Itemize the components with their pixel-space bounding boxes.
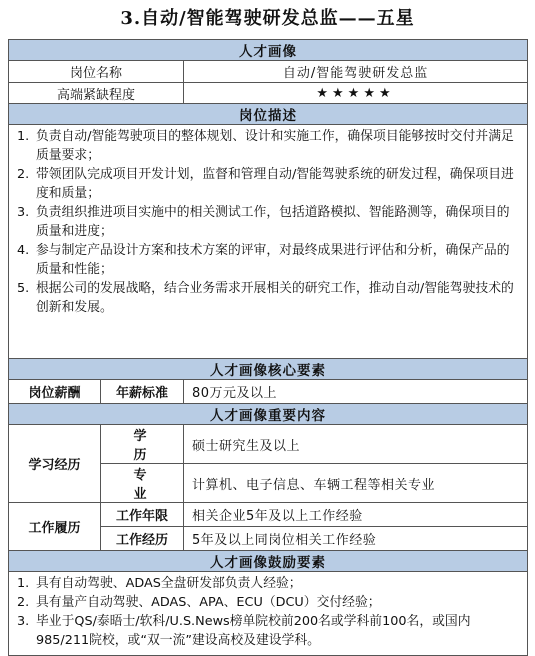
salary-label: 岗位薪酬 (9, 380, 101, 404)
encourage-header: 人才画像鼓励要素 (9, 551, 528, 572)
list-item-text: 参与制定产品设计方案和技术方案的评审，对最终成果进行评估和分析，确保产品的质量和性能； (36, 243, 510, 277)
list-item-number: 4. (17, 243, 30, 258)
major-value: 计算机、电子信息、车辆工程等相关专业 (184, 464, 528, 503)
education-group-label: 学习经历 (9, 425, 101, 503)
annual-salary-value: 80万元及以上 (184, 380, 528, 404)
list-item-text: 负责组织推进项目实施中的相关测试工作，包括道路模拟、智能路测等，确保项目的质量和进度； (36, 205, 510, 239)
document-title: 3.自动/智能驾驶研发总监——五星 (120, 8, 415, 29)
position-name-value: 自动/智能驾驶研发总监 (184, 61, 528, 83)
list-item-number: 3. (17, 205, 30, 220)
degree-label: 学 历 (101, 425, 184, 464)
list-item (17, 165, 521, 203)
list-item-text: 具有量产自动驾驶、ADAS、APA、ECU（DCU）交付经验； (36, 595, 381, 610)
list-item (17, 593, 521, 612)
list-item (17, 279, 521, 317)
degree-value: 硕士研究生及以上 (184, 425, 528, 464)
list-item-text: 根据公司的发展战略，结合业务需求开展相关的研究工作，推动自动/智能驾驶技术的创新和发展。 (36, 281, 514, 315)
work-experience-value: 5年及以上同岗位相关工作经验 (184, 527, 528, 551)
list-item (17, 127, 521, 165)
list-item-text: 带领团队完成项目开发计划，监督和管理自动/智能驾驶系统的研发过程，确保项目进度和质量； (36, 167, 514, 201)
scarcity-label: 高端紧缺程度 (9, 83, 184, 104)
work-experience-label: 工作经历 (101, 527, 184, 551)
list-item (17, 612, 521, 650)
list-item (17, 574, 521, 593)
list-item (17, 203, 521, 241)
list-item-number: 5. (17, 281, 30, 296)
description-list (17, 127, 521, 317)
list-item-number: 2. (17, 167, 30, 182)
major-label: 专 业 (101, 464, 184, 503)
work-years-label: 工作年限 (101, 503, 184, 527)
list-item-text: 具有自动驾驶、ADAS全盘研发部负责人经验； (36, 576, 302, 591)
list-item (17, 241, 521, 279)
work-years-value: 相关企业5年及以上工作经验 (184, 503, 528, 527)
profile-header: 人才画像 (9, 40, 528, 61)
description-header: 岗位描述 (9, 104, 528, 125)
description-body (9, 125, 528, 359)
list-item-text: 负责自动/智能驾驶项目的整体规划、设计和实施工作，确保项目能够按时交付并满足质量要求； (36, 129, 514, 163)
encourage-body (9, 572, 528, 656)
list-item-number: 1. (17, 129, 30, 144)
important-header: 人才画像重要内容 (9, 404, 528, 425)
list-item-text: 毕业于QS/泰晤士/软科/U.S.News榜单院校前200名或学科前100名，或国内985/211院校，或“双一流”建设高校及建设学科。 (36, 614, 471, 648)
scarcity-stars: ★★★★★ (184, 83, 528, 104)
work-group-label: 工作履历 (9, 503, 101, 551)
position-name-label: 岗位名称 (9, 61, 184, 83)
list-item-number: 3. (17, 614, 30, 629)
talent-profile-table (8, 39, 528, 656)
annual-salary-label: 年薪标准 (101, 380, 184, 404)
list-item-number: 2. (17, 595, 30, 610)
core-header: 人才画像核心要素 (9, 359, 528, 380)
list-item-number: 1. (17, 576, 30, 591)
encourage-list (17, 574, 521, 650)
